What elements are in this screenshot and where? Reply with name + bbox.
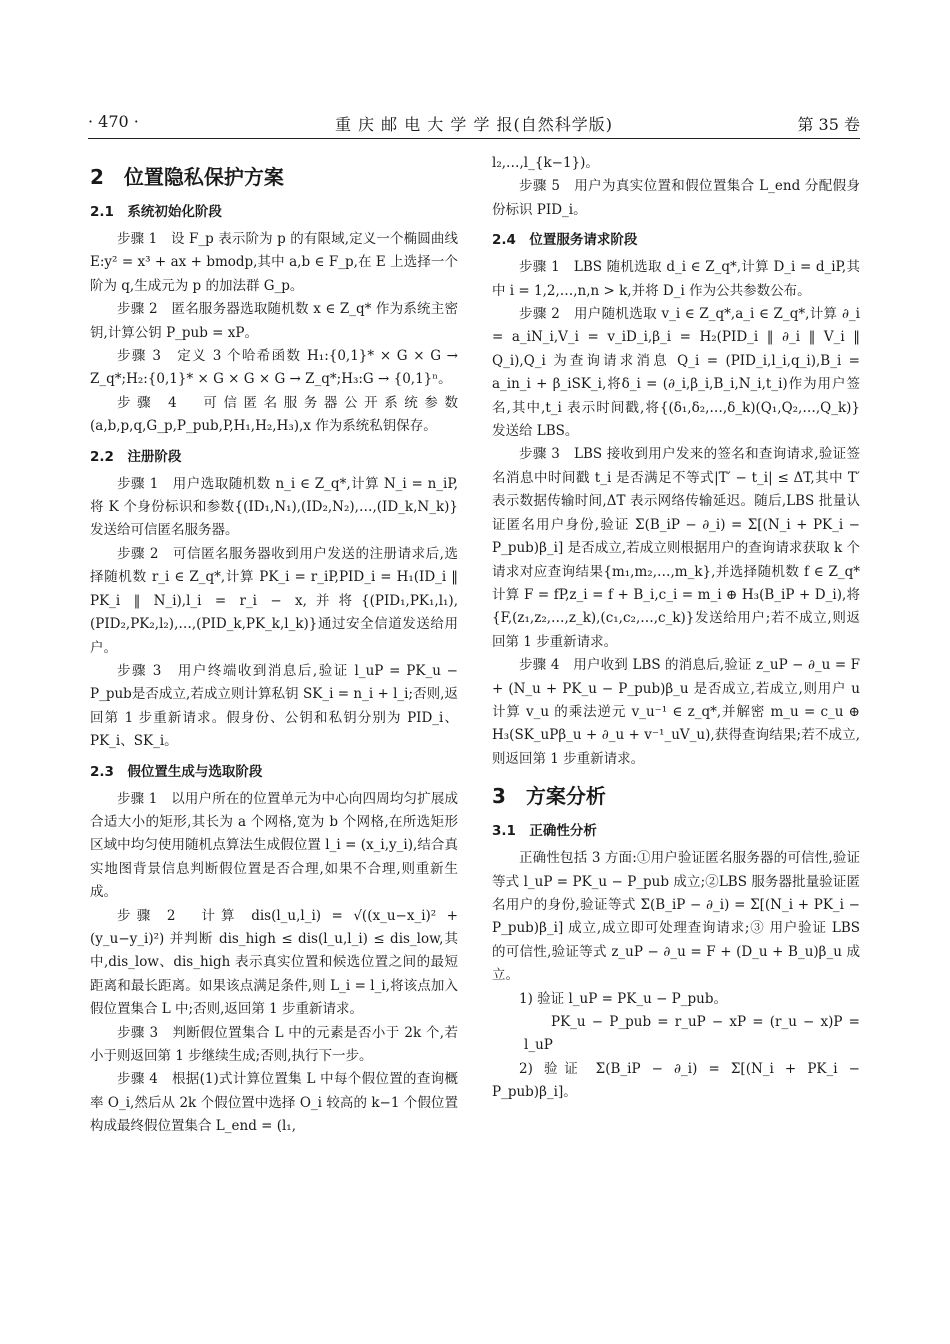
section-3-1-title: 3.1 正确性分析 — [492, 823, 597, 840]
paragraph: 步骤 4 用户收到 LBS 的消息后,验证 z_uP − ∂_u = F + (N_u + PK_u − P_pub)β_u 是否成立,若成立,则用户 u 计算 v_u 的乘法逆元 v_u⁻¹ ∈ z_q*,并解密 m_u = c_u ⊕ H₃(SK_uPβ_u + ∂_u + v⁻¹_uV_u),获得查询结果;若不成立,则返回第 1 步重新请求。 — [492, 657, 860, 767]
equation: PK_u − P_pub = r_uP − xP = (r_u − x)P = l_uP — [524, 1014, 860, 1054]
paragraph: 2) 验证 Σ(B_iP − ∂_i) = Σ[(N_i + PK_i − P_pub)β_i]。 — [492, 1060, 860, 1101]
paragraph: 步骤 4 可信匿名服务器公开系统参数(a,b,p,q,G_p,P_pub,P,H₁,H₂,H₃),x 作为系统私钥保存。 — [90, 394, 458, 435]
paragraph: 步骤 3 LBS 接收到用户发来的签名和查询请求,验证签名消息中时间戳 t_i 是否满足不等式|T′ − t_i| ≤ ΔT,其中 T′表示数据传输时间,ΔT 表示网络传输延迟。随后,LBS 批量认证匿名用户身份,验证 Σ(B_iP − ∂_i) = Σ[(N_i + PK_i − P_pub)β_i] 是否成立,若成立则根据用户的查询请求获取 k 个请求对应查询结果{m₁,m₂,…,m_k},并选择随机数 f ∈ Z_q* 计算 F = fP,z_i = f + B_i,c_i = m_i ⊕ H₃(B_iP + D_i),将{F,(z₁,z₂,…,z_k),(c₁,c₂,…,c_k)}发送给用户;若不成立,则返回第 1 步重新请求。 — [492, 446, 860, 650]
paragraph: 步骤 3 用户终端收到消息后,验证 l_uP = PK_u − P_pub是否成立,若成立则计算私钥 SK_i = n_i + l_i;否则,返回第 1 步重新请求。假身份、公钥和私钥分别为 PID_i、PK_i、SK_i。 — [90, 662, 458, 750]
paragraph: 1) 验证 l_uP = PK_u − P_pub。 — [519, 990, 727, 1007]
paragraph: 步骤 2 用户随机选取 v_i ∈ Z_q*,a_i ∈ Z_q*,计算 ∂_i = a_iN_i,V_i = v_iD_i,β_i = H₂(PID_i ‖ ∂_i ‖ V_i ‖ Q_i),Q_i 为查询请求消息 Q_i = (PID_i,l_i,q_i),B_i = a_in_i + β_iSK_i,将δ_i = (∂_i,β_i,B_i,N_i,t_i)作为用户签名,其中,t_i 表示时间戳,将{(δ₁,δ₂,…,δ_k)(Q₁,Q₂,…,Q_k)}发送给 LBS。 — [492, 306, 860, 440]
left-column — [90, 152, 458, 1139]
section-2-title: 2 位置隐私保护方案 — [90, 165, 284, 189]
section-3-title: 3 方案分析 — [492, 784, 606, 809]
section-2-4-title: 2.4 位置服务请求阶段 — [492, 232, 638, 249]
paragraph: 步骤 1 设 F_p 表示阶为 p 的有限域,定义一个椭圆曲线 E:y² = x³ + ax + bmodp,其中 a,b ∈ F_p,在 E 上选择一个阶为 q,生成元为 p 的加法群 G_p。 — [90, 231, 458, 294]
page-number: · 470 · — [88, 112, 139, 131]
section-2-1-title: 2.1 系统初始化阶段 — [90, 204, 222, 220]
paragraph: 步骤 2 计算 dis(l_u,l_i) = √((x_u−x_i)² + (y_u−y_i)²) 并判断 dis_high ≤ dis(l_u,l_i) ≤ dis_low,其中,dis_low、dis_high 表示真实位置和候选位置之间的最短距离和最长距离。如果该点满足条件,则 L_i = l_i,将该点加入假位置集合 L 中;否则,返回第 1 步重新请求。 — [90, 907, 458, 1018]
volume-label: 第 35 卷 — [797, 115, 860, 134]
section-2-2-title: 2.2 注册阶段 — [90, 448, 182, 465]
journal-title: 重 庆 邮 电 大 学 学 报(自然科学版) — [334, 115, 614, 134]
paragraph: 步骤 3 定义 3 个哈希函数 H₁:{0,1}* × G × G → Z_q*;H₂:{0,1}* × G × G × G → Z_q*;H₃:G → {0,1}ⁿ。 — [90, 348, 458, 388]
paragraph: 步骤 1 LBS 随机选取 d_i ∈ Z_q*,计算 D_i = d_iP,其中 i = 1,2,…,n,n > k,并将 D_i 作为公共参数公布。 — [492, 259, 860, 299]
paragraph: 步骤 2 匿名服务器选取随机数 x ∈ Z_q* 作为系统主密钥,计算公钥 P_pub = xP。 — [90, 301, 458, 341]
paragraph: 正确性包括 3 方面:①用户验证匿名服务器的可信性,验证等式 l_uP = PK_u − P_pub 成立;②LBS 服务器批量验证匿名用户的身份,验证等式 Σ(B_iP − ∂_i) = Σ[(N_i + PK_i − P_pub)β_i] 成立,成立即可处理查询请求;③ 用户验证 LBS 的可信性,验证等式 z_uP − ∂_u = F + (D_u + B_u)β_u 成立。 — [492, 850, 860, 984]
paragraph: 步骤 4 根据(1)式计算位置集 L 中每个假位置的查询概率 O_i,然后从 2k 个假位置中选择 O_i 较高的 k−1 个假位置构成最终假位置集合 L_end = (l₁, — [90, 1071, 458, 1135]
paragraph: 步骤 2 可信匿名服务器收到用户发送的注册请求后,选择随机数 r_i ∈ Z_q*,计算 PK_i = r_iP,PID_i = H₁(ID_i ‖ PK_i ‖ N_i),l_i = r_i − x,并将{(PID₁,PK₁,l₁),(PID₂,PK₂,l₂),…,(PID_k,PK_k,l_k)}通过安全信道发送给用户。 — [90, 545, 458, 656]
paragraph: 步骤 3 判断假位置集合 L 中的元素是否小于 2k 个,若小于则返回第 1 步继续生成;否则,执行下一步。 — [90, 1024, 458, 1064]
paragraph: 步骤 1 以用户所在的位置单元为中心向四周均匀扩展成合适大小的矩形,其长为 a 个网格,宽为 b 个网格,在所选矩形区域中均匀使用随机点算法生成假位置 l_i = (x_i,y_i),结合真实地图背景信息判断假位置是否合理,如果不合理,则重新生成。 — [90, 790, 458, 901]
right-column — [492, 152, 860, 1105]
running-header — [88, 108, 860, 139]
section-2-3-title: 2.3 假位置生成与选取阶段 — [90, 763, 263, 780]
paragraph: 步骤 1 用户选取随机数 n_i ∈ Z_q*,计算 N_i = n_iP,将 K 个身份标识和参数{(ID₁,N₁),(ID₂,N₂),…,(ID_k,N_k)}发送给可信匿名服务器。 — [90, 475, 458, 539]
paragraph: 步骤 5 用户为真实位置和假位置集合 L_end 分配假身份标识 PID_i。 — [492, 178, 860, 218]
paragraph-continued: l₂,…,l_{k−1})。 — [492, 155, 599, 171]
